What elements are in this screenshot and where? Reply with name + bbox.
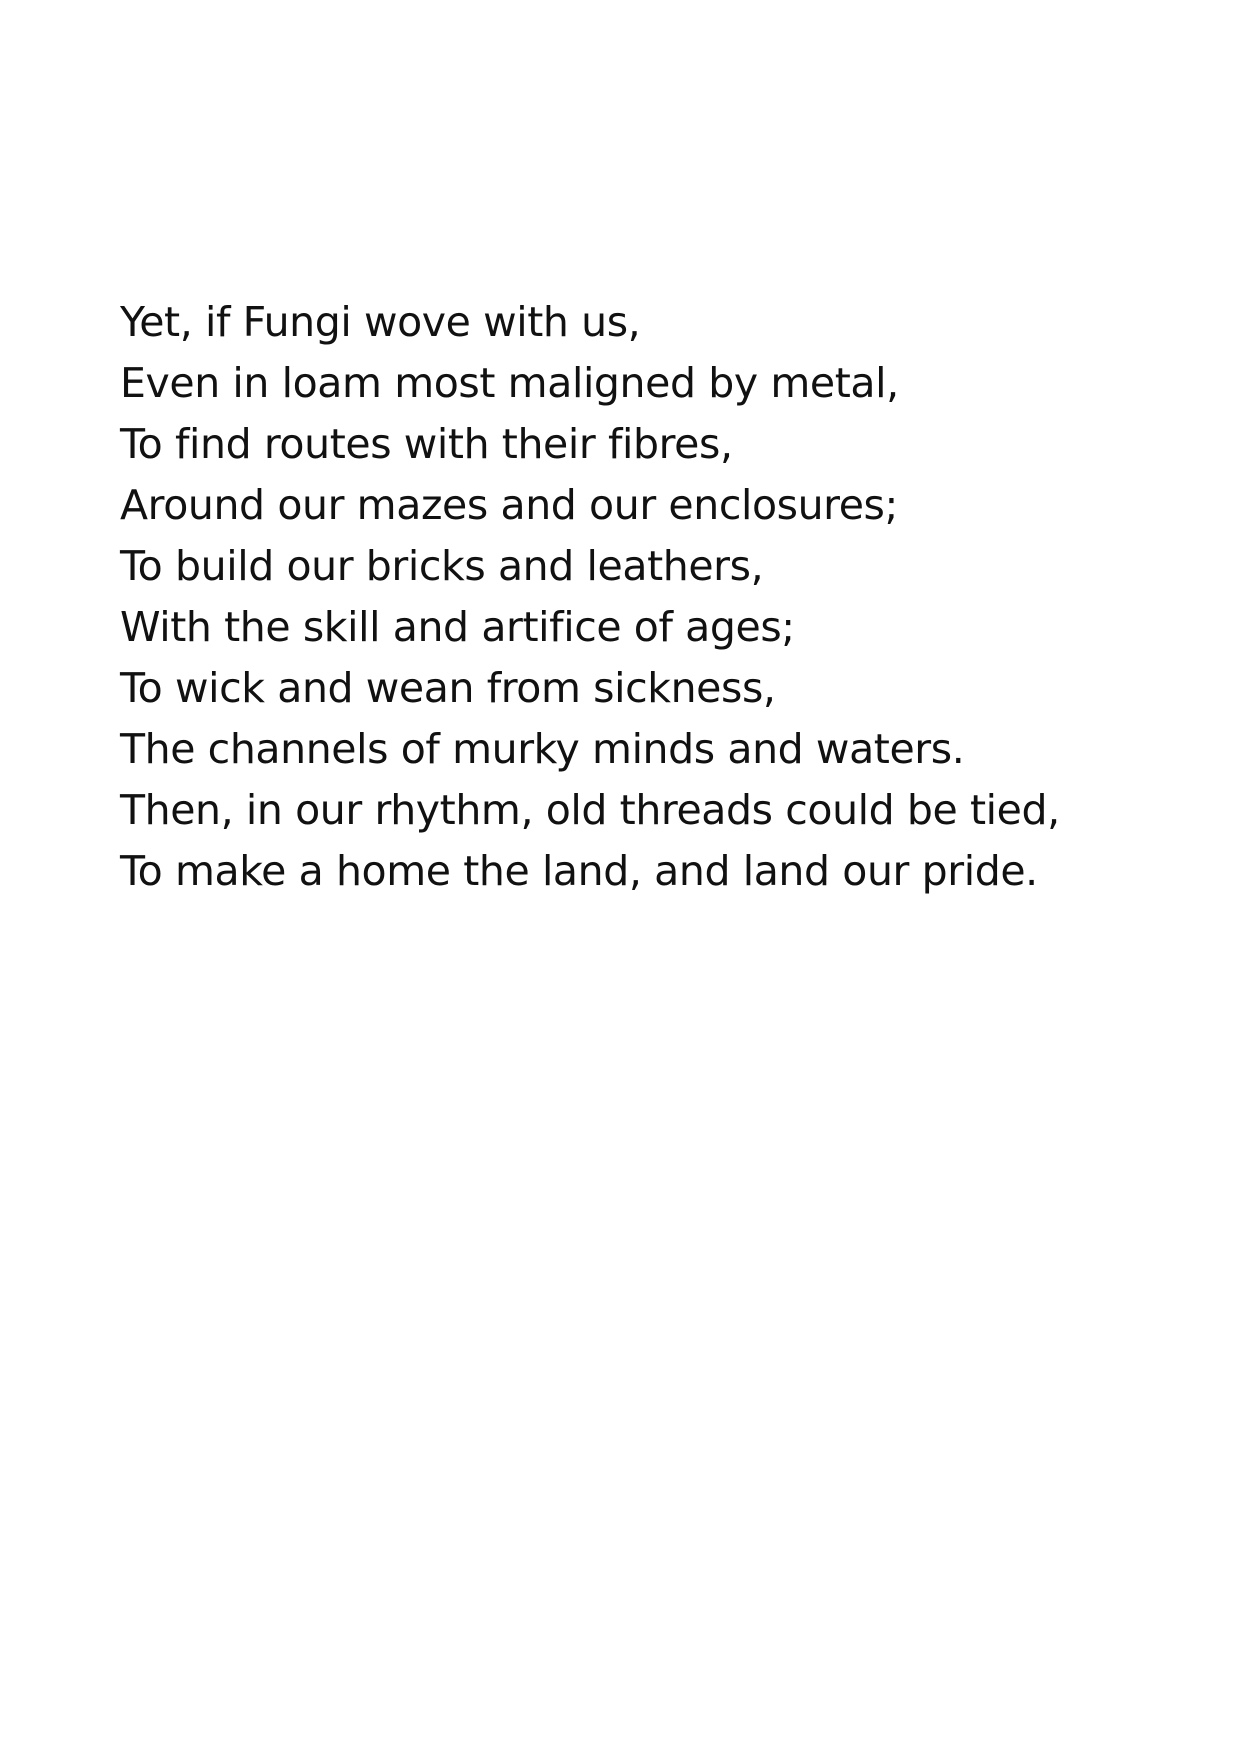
poem-line: To find routes with their fibres, — [120, 420, 733, 468]
poem-line: To make a home the land, and land our pride. — [120, 847, 1038, 895]
poem-line: Around our mazes and our enclosures; — [120, 481, 898, 529]
poem-line: To build our bricks and leathers, — [120, 542, 764, 590]
poem-line: To wick and wean from sickness, — [120, 664, 776, 712]
poem-line: Then, in our rhythm, old threads could be tied, — [120, 786, 1060, 834]
poem-line: With the skill and artifice of ages; — [120, 603, 795, 651]
poem-line: The channels of murky minds and waters. — [120, 725, 965, 773]
poem-line: Even in loam most maligned by metal, — [120, 359, 899, 407]
poem-line: Yet, if Fungi wove with us, — [120, 298, 641, 346]
poem-stanza — [120, 292, 1180, 902]
